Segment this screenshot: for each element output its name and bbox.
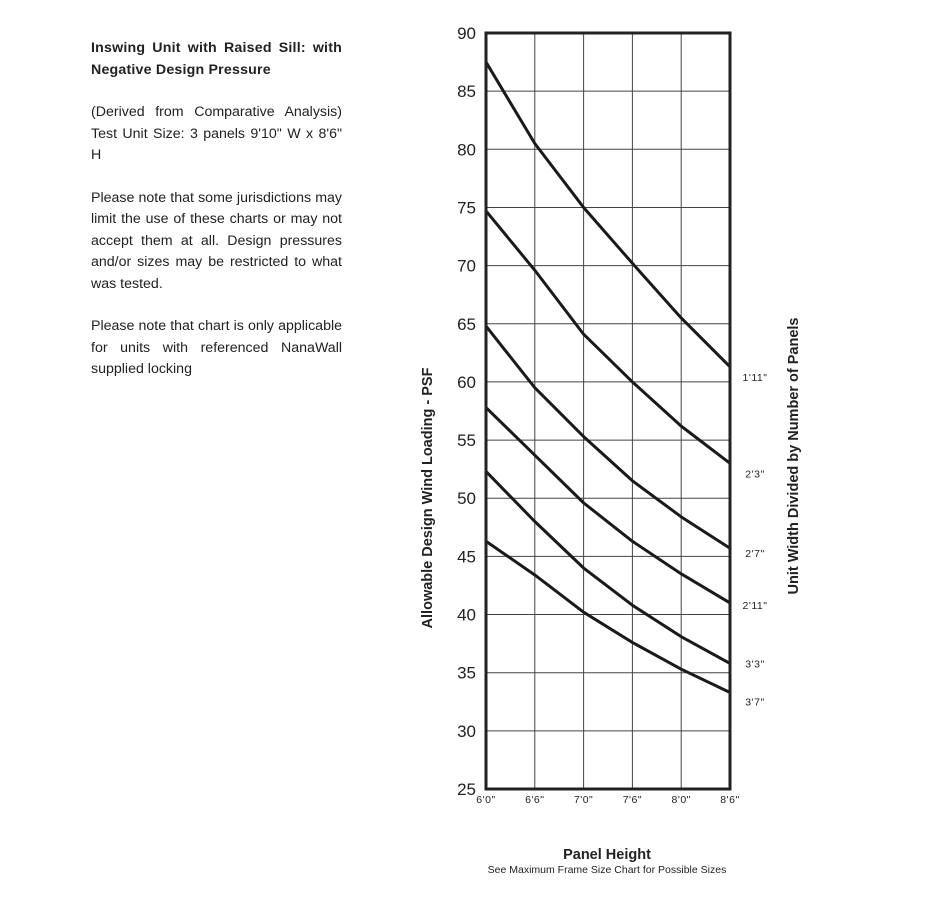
x-axis-subtitle: See Maximum Frame Size Chart for Possible Sizes <box>487 864 727 876</box>
series-label: 2'11" <box>742 599 768 612</box>
y-tick-label: 90 <box>457 24 476 43</box>
y-axis-ticks <box>457 24 476 799</box>
x-tick-label: 7'0" <box>573 794 594 806</box>
y-axis-title: Allowable Design Wind Loading - PSF <box>420 367 436 629</box>
y-tick-label: 40 <box>457 605 476 625</box>
notes-locking: Please note that chart is only applicable for units with referenced NanaWall supplied locking <box>91 318 342 377</box>
y-tick-label: 75 <box>457 198 476 218</box>
y-tick-label: 45 <box>457 547 476 567</box>
y-tick-label: 65 <box>457 314 476 334</box>
series-label: 3'7" <box>745 696 765 709</box>
x-axis-ticks <box>476 794 739 806</box>
series-line <box>486 541 730 692</box>
y-tick-label: 70 <box>457 256 476 276</box>
series-label: 3'3" <box>745 658 765 671</box>
x-axis-title: Panel Height <box>563 847 651 863</box>
notes-derivation: (Derived from Comparative Analysis) Test Unit Size: 3 panels 9'10" W x 8'6" H <box>91 104 342 163</box>
series-line <box>486 211 730 463</box>
y-tick-label: 25 <box>457 780 476 799</box>
x-tick-label: 8'6" <box>720 794 740 806</box>
y-tick-label: 60 <box>457 372 476 392</box>
notes-jurisdiction: Please note that some jurisdictions may limit the use of these charts or may not accept them at all. Design pressures and/or sizes may be restricted to what was tested. <box>91 189 342 292</box>
y-tick-label: 85 <box>457 82 476 102</box>
series-label: 1'11" <box>742 371 768 384</box>
series-labels <box>743 372 768 709</box>
y2-axis-title: Unit Width Divided by Number of Panels <box>786 317 802 595</box>
y-tick-label: 35 <box>457 663 476 683</box>
y-tick-label: 30 <box>457 721 476 741</box>
y-tick-label: 55 <box>457 431 476 451</box>
x-tick-label: 6'6" <box>525 794 545 806</box>
notes-title: Inswing Unit with Raised Sill: with Negative Design Pressure <box>91 40 342 78</box>
y-tick-label: 50 <box>457 489 476 509</box>
series-label: 2'7" <box>745 548 765 561</box>
series-line <box>486 62 730 367</box>
series-label: 2'3" <box>745 468 765 481</box>
x-tick-label: 6'0" <box>476 794 496 806</box>
x-tick-label: 8'0" <box>671 794 691 806</box>
chart-series <box>486 62 730 692</box>
y-tick-label: 80 <box>457 140 476 160</box>
x-tick-label: 7'6" <box>622 794 643 806</box>
